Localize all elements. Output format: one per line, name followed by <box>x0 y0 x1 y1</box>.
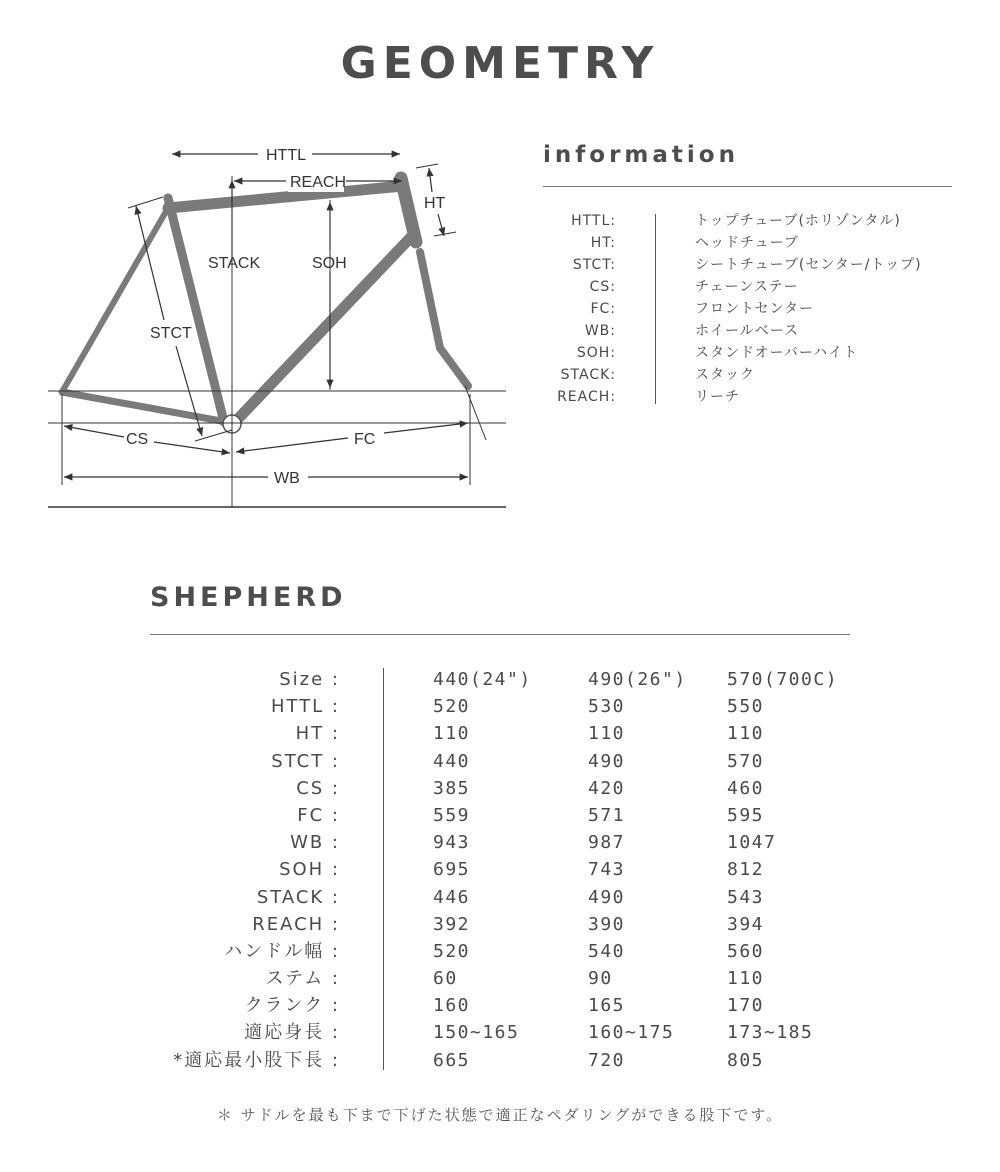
spec-title: SHEPHERD <box>150 582 347 613</box>
page-title: GEOMETRY <box>340 38 660 89</box>
spec-value-size-1: 440 <box>433 750 471 772</box>
seat-tube <box>168 198 224 422</box>
spec-value-size-2: 165 <box>588 995 626 1017</box>
ht-arrow-up <box>429 168 432 192</box>
info-item <box>543 320 963 342</box>
spec-label: STACK : <box>256 886 340 908</box>
spec-label: STCT : <box>271 750 340 772</box>
spec-value-size-3: 570(700C) <box>727 669 839 690</box>
spec-value-size-2: 540 <box>588 940 626 962</box>
wb-label: WB <box>274 470 300 487</box>
table-row <box>0 693 1000 720</box>
spec-value-size-1: 150~165 <box>433 1022 520 1044</box>
info-key: HT: <box>590 235 616 251</box>
info-value: スタンドオーバーハイト <box>695 345 859 361</box>
ht-arrow-down <box>438 214 444 236</box>
soh-label: SOH <box>312 255 347 272</box>
info-key: STACK: <box>560 367 616 383</box>
info-item <box>543 254 963 276</box>
spec-value-size-1: 110 <box>433 723 471 745</box>
seat-stay <box>62 208 168 392</box>
cs-arrow-right <box>154 442 230 453</box>
info-key: FC: <box>590 301 616 317</box>
spec-value-size-1: 440(24") <box>433 669 532 690</box>
head-tube <box>401 178 416 242</box>
spec-value-size-1: 60 <box>433 968 458 990</box>
table-row <box>0 802 1000 829</box>
top-tube <box>168 186 403 208</box>
spec-divider <box>150 634 850 635</box>
info-key: WB: <box>584 323 616 339</box>
spec-value-size-2: 90 <box>588 968 613 990</box>
spec-value-size-3: 543 <box>727 886 765 908</box>
httl-label: HTTL <box>266 147 306 164</box>
spec-label: ステム : <box>265 968 340 990</box>
spec-label: WB : <box>290 832 340 854</box>
spec-value-size-1: 160 <box>433 995 471 1017</box>
info-key: CS: <box>589 279 616 295</box>
spec-value-size-2: 571 <box>588 804 626 826</box>
stct-label: STCT <box>150 325 192 342</box>
info-item <box>543 276 963 298</box>
chain-stay <box>62 392 232 423</box>
fc-label: FC <box>354 431 376 448</box>
spec-label: クランク : <box>244 995 340 1017</box>
spec-value-size-2: 987 <box>588 832 626 854</box>
spec-value-size-2: 490(26") <box>588 669 687 690</box>
stack-label: STACK <box>208 255 261 272</box>
spec-label: ハンドル幅 : <box>224 940 340 962</box>
info-value: シートチューブ(センター/トップ) <box>695 257 922 273</box>
spec-value-size-1: 392 <box>433 913 471 935</box>
reach-label: REACH <box>290 174 347 191</box>
table-row <box>0 911 1000 938</box>
spec-value-size-3: 110 <box>727 723 765 745</box>
spec-value-size-3: 394 <box>727 913 765 935</box>
spec-value-size-3: 570 <box>727 750 765 772</box>
info-key: REACH: <box>557 389 616 405</box>
table-row <box>0 884 1000 911</box>
fc-arrow-left <box>236 438 348 452</box>
info-value: リーチ <box>695 389 740 405</box>
table-row <box>0 938 1000 965</box>
info-list <box>543 210 963 408</box>
spec-value-size-2: 110 <box>588 723 626 745</box>
table-row <box>0 748 1000 775</box>
spec-value-size-1: 943 <box>433 832 471 854</box>
spec-label: Size : <box>279 669 340 690</box>
info-item <box>543 342 963 364</box>
spec-value-size-1: 520 <box>433 696 471 718</box>
spec-value-size-1: 665 <box>433 1049 471 1071</box>
spec-label: 適応身長 : <box>244 1022 340 1044</box>
spec-value-size-2: 390 <box>588 913 626 935</box>
info-key: SOH: <box>576 345 616 361</box>
cs-label: CS <box>126 431 149 448</box>
info-value: スタック <box>695 367 755 383</box>
spec-value-size-2: 160~175 <box>588 1022 675 1044</box>
spec-value-size-2: 530 <box>588 696 626 718</box>
info-item <box>543 386 963 408</box>
table-row <box>0 1047 1000 1074</box>
frame-geometry-diagram <box>0 140 520 520</box>
table-row <box>0 720 1000 747</box>
spec-label: SOH : <box>279 859 340 881</box>
spec-value-size-2: 490 <box>588 886 626 908</box>
table-row <box>0 1019 1000 1046</box>
spec-value-size-3: 550 <box>727 696 765 718</box>
spec-value-size-3: 595 <box>727 804 765 826</box>
spec-label: *適応最小股下長 : <box>173 1049 340 1071</box>
spec-value-size-3: 805 <box>727 1049 765 1071</box>
frame-tubes <box>62 178 468 423</box>
spec-label: HTTL : <box>270 696 340 718</box>
spec-value-size-1: 385 <box>433 777 471 799</box>
spec-value-size-3: 560 <box>727 940 765 962</box>
info-value: ヘッドチューブ <box>695 235 799 251</box>
cs-arrow-left <box>64 426 124 437</box>
spec-value-size-2: 490 <box>588 750 626 772</box>
table-row <box>0 775 1000 802</box>
spec-value-size-2: 720 <box>588 1049 626 1071</box>
spec-value-size-2: 743 <box>588 859 626 881</box>
info-divider <box>543 186 952 187</box>
spec-label: CS : <box>296 777 340 799</box>
info-item <box>543 210 963 232</box>
table-row <box>0 666 1000 693</box>
info-key: STCT: <box>572 257 616 273</box>
spec-label: FC : <box>297 804 340 826</box>
ht-label: HT <box>424 195 446 212</box>
info-key: HTTL: <box>571 213 616 229</box>
table-row <box>0 965 1000 992</box>
spec-value-size-1: 446 <box>433 886 471 908</box>
spec-value-size-3: 110 <box>727 968 765 990</box>
info-title: information <box>543 142 739 168</box>
fork <box>420 252 468 386</box>
table-row <box>0 856 1000 883</box>
table-row <box>0 992 1000 1019</box>
spec-value-size-3: 170 <box>727 995 765 1017</box>
info-item <box>543 232 963 254</box>
info-item <box>543 298 963 320</box>
spec-label: REACH : <box>252 913 340 935</box>
spec-value-size-3: 1047 <box>727 832 777 854</box>
info-value: チェーンステー <box>695 279 799 295</box>
spec-value-size-3: 173~185 <box>727 1022 814 1044</box>
info-value: トップチューブ(ホリゾンタル) <box>695 213 901 229</box>
info-value: ホイールベース <box>695 323 800 339</box>
spec-value-size-3: 812 <box>727 859 765 881</box>
fc-arrow-right <box>384 423 468 433</box>
spec-value-size-3: 460 <box>727 777 765 799</box>
spec-label: HT : <box>295 723 340 745</box>
spec-table <box>0 666 1000 1074</box>
footnote: ＊ サドルを最も下まで下げた状態で適正なペダリングができる股下です。 <box>216 1106 784 1124</box>
spec-value-size-1: 695 <box>433 859 471 881</box>
spec-value-size-2: 420 <box>588 777 626 799</box>
spec-value-size-1: 520 <box>433 940 471 962</box>
info-value: フロントセンター <box>695 301 815 317</box>
table-row <box>0 829 1000 856</box>
spec-value-size-1: 559 <box>433 804 471 826</box>
info-item <box>543 364 963 386</box>
